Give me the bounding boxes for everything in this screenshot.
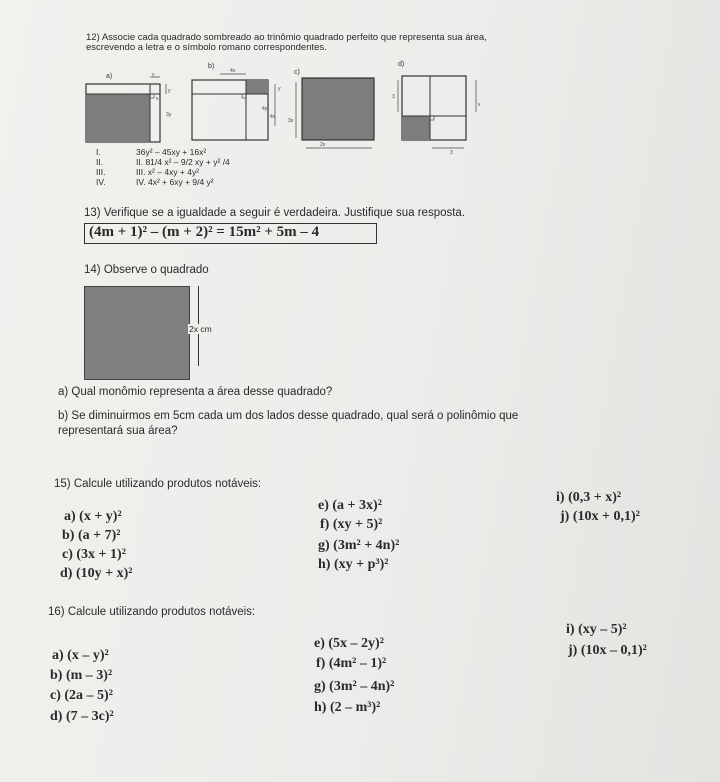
figure-b-letter: b) <box>208 63 215 70</box>
option-iv-expression: IV. 4x² + 6xy + 9/4 y² <box>136 177 214 187</box>
q15-item-c: c) (3x + 1)² <box>62 547 126 562</box>
figure-a-side-label: y <box>168 88 171 94</box>
figure-d <box>392 76 481 156</box>
q14-square <box>84 286 190 380</box>
figure-c-letter: c) <box>294 69 300 76</box>
figure-c-side-label: 3x <box>288 118 294 124</box>
q16-item-b: b) (m – 3)² <box>50 668 113 683</box>
q15-item-g: g) (3m² + 4n)² <box>318 538 400 553</box>
figure-c <box>288 78 374 148</box>
option-iv-number: IV. <box>96 177 106 187</box>
q14-part-b-line2: representará sua área? <box>58 425 178 437</box>
q16-title: 16) Calcule utilizando produtos notáveis: <box>48 606 256 618</box>
figure-b-side-label: y <box>278 86 281 92</box>
figure-d-bottom-label: 3 <box>450 150 453 156</box>
figure-b-top-label: 4x <box>230 68 236 74</box>
q15-item-b: b) (a + 7)² <box>62 528 121 543</box>
figure-a-letter: a) <box>106 73 113 80</box>
option-ii-expression: II. 81/4 x² – 9/2 xy + y² /4 <box>136 157 230 167</box>
q12-instruction-line2: escrevendo a letra e o símbolo romano correspondentes. <box>86 42 327 53</box>
option-iii-expression: III. x² – 4xy + 4y² <box>136 167 200 177</box>
q15-item-e: e) (a + 3x)² <box>318 498 382 513</box>
q12-instruction-line1: 12) Associe cada quadrado sombreado ao trinômio quadrado perfeito que representa sua área, <box>86 32 487 43</box>
option-i-expression: 36y² – 45xy + 16x² <box>136 147 207 157</box>
q13-equation: (4m + 1)² – (m + 2)² = 15m² + 5m – 4 <box>89 224 320 240</box>
figure-d-inner-label: x <box>478 102 481 108</box>
q13-instruction: 13) Verifique se a igualdade a seguir é verdadeira. Justifique sua resposta. <box>84 207 466 219</box>
q14-part-b-line1: b) Se diminuirmos em 5cm cada um dos lados desse quadrado, qual será o polinômio que <box>58 410 519 422</box>
q16-item-j: j) (10x – 0,1)² <box>568 643 647 658</box>
q16-item-f: f) (4m² – 1)² <box>316 656 387 671</box>
q15-item-f: f) (xy + 5)² <box>320 517 383 532</box>
q16-item-e: e) (5x – 2y)² <box>314 636 384 651</box>
q14-part-a: a) Qual monômio representa a área desse quadrado? <box>58 386 333 398</box>
q15-item-h: h) (xy + p³)² <box>318 557 389 572</box>
figure-a-top-label: y <box>152 72 155 78</box>
q15-item-a: a) (x + y)² <box>64 509 122 524</box>
q16-item-h: h) (2 – m³)² <box>314 700 381 715</box>
figure-a-small-label: x <box>156 96 159 102</box>
option-i-number: I. <box>96 147 101 157</box>
q14-side-label: 2x cm <box>189 324 212 334</box>
q16-item-i: i) (xy – 5)² <box>566 622 627 637</box>
figure-b-inner-label: 4y <box>262 106 268 112</box>
q15-title: 15) Calcule utilizando produtos notáveis: <box>54 478 262 490</box>
q16-item-g: g) (3m² – 4n)² <box>314 679 395 694</box>
option-ii-number: II. <box>96 157 104 167</box>
q15-item-i: i) (0,3 + x)² <box>556 490 622 505</box>
figure-b <box>192 68 281 140</box>
q16-item-d: d) (7 – 3c)² <box>50 709 114 724</box>
q15-item-d: d) (10y + x)² <box>60 566 133 581</box>
option-iii-number: III. <box>96 167 106 177</box>
q12-figures <box>80 56 500 156</box>
figure-d-side-label: 3 <box>392 94 395 100</box>
q15-item-j: j) (10x + 0,1)² <box>560 509 640 524</box>
figure-b-small-label: 4x <box>270 114 276 120</box>
q16-item-a: a) (x – y)² <box>52 648 109 663</box>
q14-title: 14) Observe o quadrado <box>84 264 209 276</box>
figure-a <box>86 72 172 142</box>
figure-a-inner-label: 3y <box>166 112 172 118</box>
figure-d-letter: d) <box>398 61 405 68</box>
figure-c-bottom-label: 2x <box>320 142 326 148</box>
q16-item-c: c) (2a – 5)² <box>50 688 113 703</box>
